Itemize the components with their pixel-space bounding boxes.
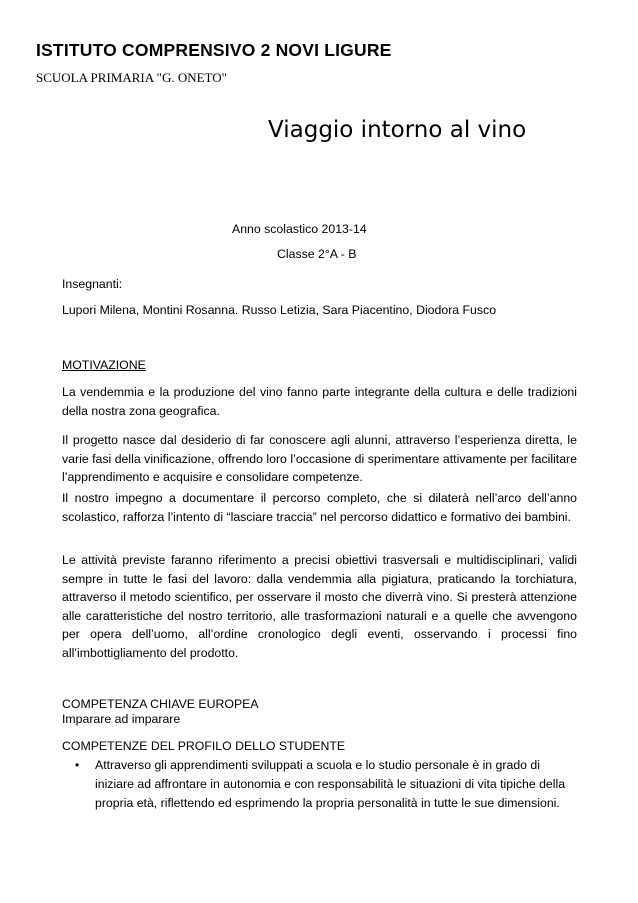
competenza-value: Imparare ad imparare bbox=[62, 712, 181, 726]
profilo-list bbox=[62, 756, 582, 813]
competenza-heading: COMPETENZA CHIAVE EUROPEA bbox=[62, 697, 259, 711]
school-name: ISTITUTO COMPRENSIVO 2 NOVI LIGURE bbox=[36, 40, 392, 60]
motivazione-paragraph: Il nostro impegno a documentare il percorso completo, che si dilaterà nell’arco dell’anno scolastico, rafforza l’intento di “lasciare traccia” nel percorso didattico e formativo dei bambini. bbox=[62, 491, 577, 524]
list-item-text: Attraverso gli apprendimenti sviluppati a scuola e lo studio personale è in grado di iniziare ad affrontare in autonomia e con responsabilità le situazioni di vita tipiche della propria età, riflettendo ed esprimendo la propria personalità in tutte le sue dimensioni. bbox=[95, 758, 566, 810]
profilo-heading: COMPETENZE DEL PROFILO DELLO STUDENTE bbox=[62, 739, 346, 753]
list-item bbox=[62, 756, 582, 813]
teachers-names: Lupori Milena, Montini Rosanna. Russo Letizia, Sara Piacentino, Diodora Fusco bbox=[62, 303, 497, 317]
school-year: Anno scolastico 2013-14 bbox=[232, 222, 367, 236]
bullet-icon: • bbox=[75, 758, 80, 772]
motivazione-paragraph: Il progetto nasce dal desiderio di far conoscere agli alunni, attraverso l’esperienza diretta, le varie fasi della vinificazione, offrendo loro l’occasione di sperimentare attivamente per facilitare l’apprendimento e acquisire e consolidare competenze. bbox=[62, 433, 577, 484]
document-title: Viaggio intorno al vino bbox=[268, 117, 527, 143]
class-label: Classe 2°A - B bbox=[277, 247, 357, 261]
school-subtitle: SCUOLA PRIMARIA "G. ONETO" bbox=[36, 70, 227, 85]
teachers-label: Insegnanti: bbox=[62, 277, 123, 291]
motivazione-paragraph: Le attività previste faranno riferimento a precisi obiettivi trasversali e multidisciplinari, validi sempre in tutte le fasi del lavoro: dalla vendemmia alla pigiatura, praticando la torchiatura, attraverso il metodo scientifico, per osservare il mosto che diverrà vino. Si presterà attenzione alle caratteristiche del nostro territorio, alle trasformazioni naturali e a quelle che avvengono per opera dell’uomo, all’ordine cronologico degli eventi, osservando i processi fino all’imbottigliamento del prodotto. bbox=[62, 553, 577, 660]
motivazione-heading: MOTIVAZIONE bbox=[62, 358, 146, 372]
motivazione-paragraph: La vendemmia e la produzione del vino fanno parte integrante della cultura e delle tradizioni della nostra zona geografica. bbox=[62, 385, 577, 418]
